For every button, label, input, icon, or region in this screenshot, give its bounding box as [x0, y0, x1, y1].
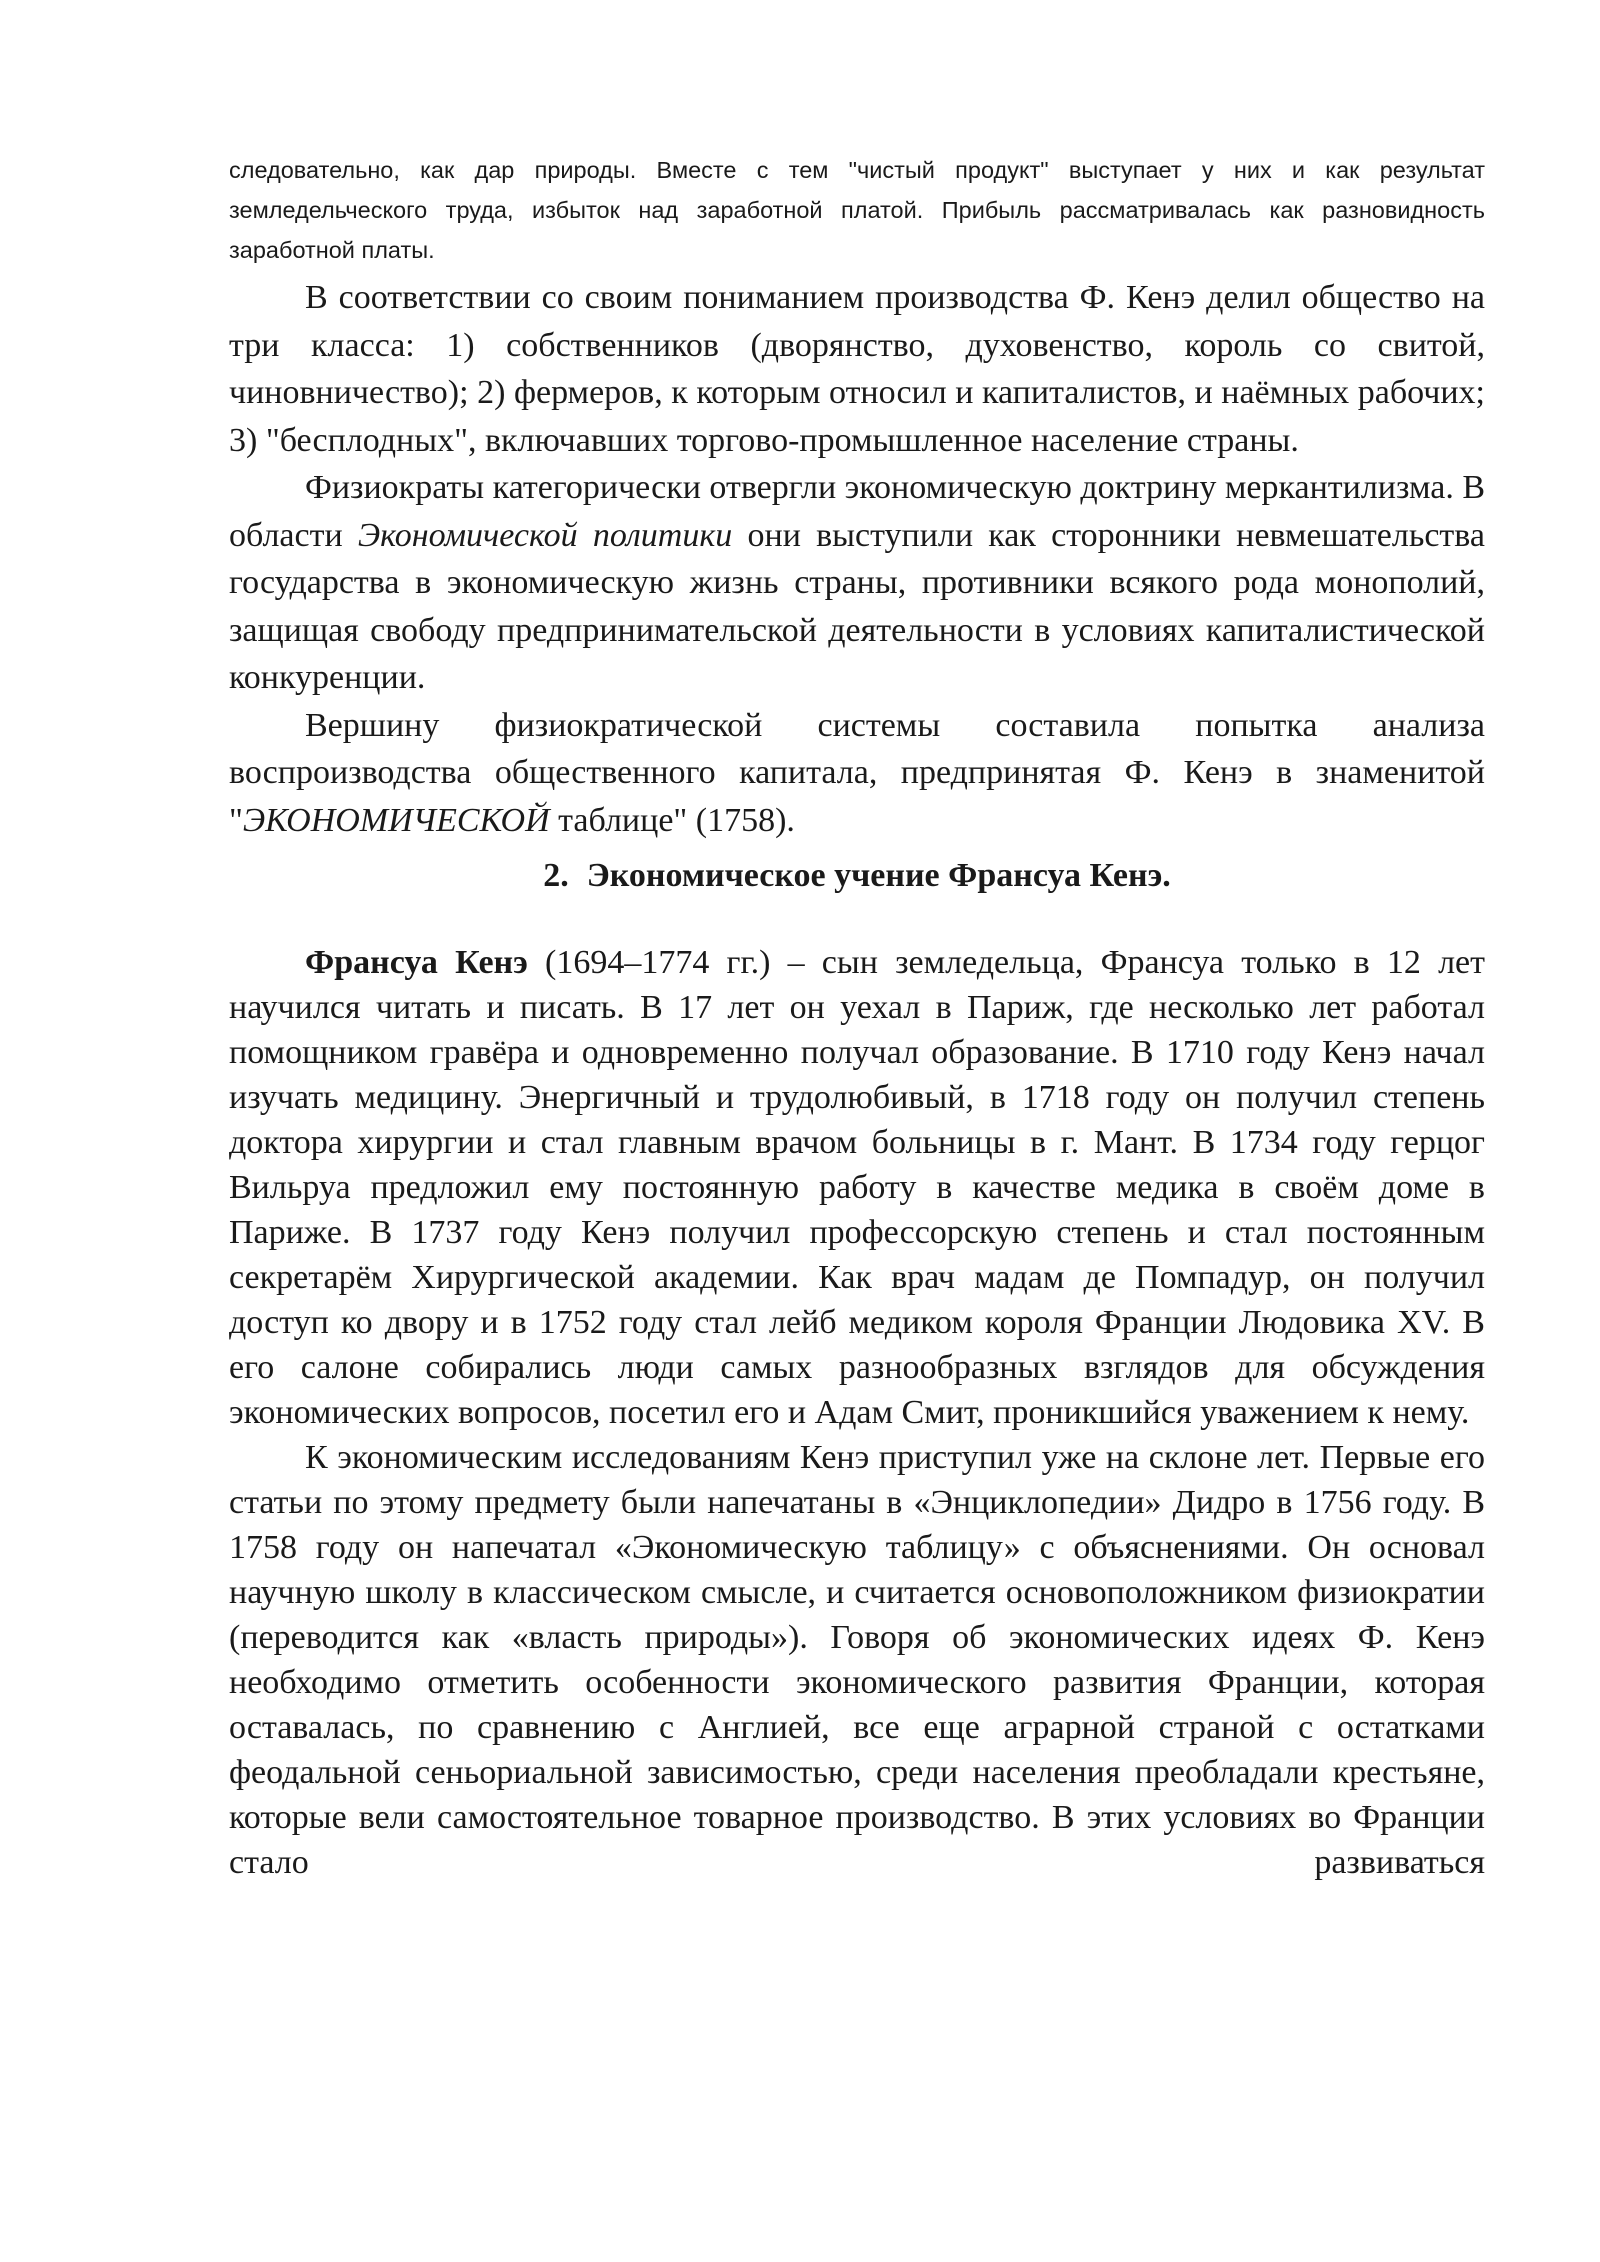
paragraph-classes: В соответствии со своим пониманием производства Ф. Кенэ делил общество на три класса: 1) собственников (дворянство, духовенство, король со свитой, чиновничество); 2) фермеров, к которым относил и капиталистов, и наёмных рабочих; 3) "бесплодных", включавших торгово-промышленное население страны. [229, 279, 1485, 459]
paragraph-biography [229, 940, 1485, 1435]
paragraph-physiocrats [229, 464, 1485, 702]
paragraph-text: таблице" (1758). [549, 801, 795, 839]
paragraph-text: Физиократы категорически отвергли экономическую доктрину меркантилизма. В области [229, 469, 1486, 554]
heading-title: Экономическое учение Франсуа Кенэ. [586, 857, 1171, 894]
paragraph-research: К экономическим исследованиям Кенэ приступил уже на склоне лет. Первые его статьи по этому предмету были напечатаны в «Энциклопедии» Дидро в 1756 году. В 1758 году он напечатал «Экономическую таблицу» с объяснениями. Он основал научную школу в классическом смысле, и считается основоположником физиократии (переводится как «власть природы»). Говоря об экономических идеях Ф. Кенэ необходимо отметить особенности экономического развития Франции, которая оставалась, по сравнению с Англией, все еще аграрной страной с остатками феодальной сеньориальной зависимостью, среди населения преобладали крестьяне, которые вели самостоятельное товарное производство. В этих условиях во Франции стало развиваться [229, 1438, 1485, 1881]
paragraph-text: (1694–1774 гг.) – сын земледельца, Франсуа только в 12 лет научился читать и писать. В 17 лет он уехал в Париж, где несколько лет работал помощником гравёра и одновременно получал образование. В 1710 году Кенэ начал изучать медицину. Энергичный и трудолюбивый, в 1718 году он получил степень доктора хирургии и стал главным врачом больницы в г. Мант. В 1734 году герцог Вильруа предложил ему постоянную работу в качестве медика в своём доме в Париже. В 1737 году Кенэ получил профессорскую степень и стал постоянным секретарём Хирургической академии. Как врач мадам де Помпадур, он получил доступ ко двору и в 1752 году стал лейб медиком короля Франции Людовика XV. В его салоне собирались люди самых разнообразных взглядов для обсуждения экономических вопросов, посетил его и Адам Смит, проникшийся уважением к нему. [229, 943, 1485, 1431]
paragraph-text: Вершину физиократической системы составила попытка анализа воспроизводства общественного капитала, предпринятая Ф. Кенэ в знаменитой " [229, 706, 1485, 839]
italic-phrase: Экономической политики [357, 516, 733, 554]
document-page [229, 150, 1485, 1885]
paragraph-text: они выступили как сторонники невмешательства государства в экономическую жизнь страны, противники всякого рода монополий, защищая свободу предпринимательской деятельности в условиях капиталистической конкуренции. [229, 516, 1485, 696]
italic-word: ЭКОНОМИЧЕСКОЙ [242, 801, 550, 839]
paragraph-table [229, 702, 1485, 845]
bold-name: Франсуа Кенэ [305, 943, 528, 981]
section-heading [229, 852, 1485, 900]
heading-number: 2. [543, 857, 569, 894]
intro-paragraph: следовательно, как дар природы. Вместе с тем "чистый продукт" выступает у них и как результат земледельческого труда, избыток над заработной платой. Прибыль рассматривалась как разновидность заработной платы. [229, 157, 1485, 263]
